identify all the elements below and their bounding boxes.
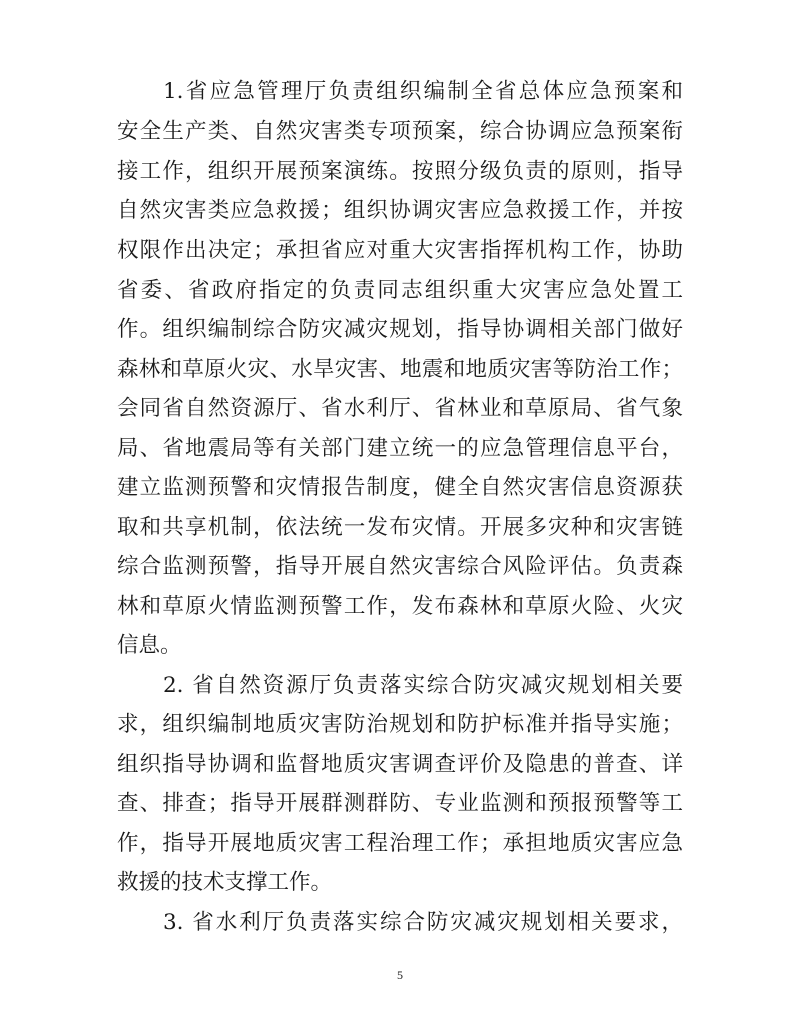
paragraph-1-line-15: 信息。 — [117, 633, 182, 658]
paragraph-1-line-12: 取和共享机制，依法统一发布灾情。开展多灾种和灾害链 — [117, 515, 683, 540]
paragraph-1-line-9: 会同省自然资源厅、省水利厅、省林业和草原局、省气象 — [117, 396, 683, 421]
paragraph-1-line-7: 作。组织编制综合防灾减灾规划，指导协调相关部门做好 — [117, 317, 683, 342]
paragraph-1-line-8: 森林和草原火灾、水旱灾害、地震和地质灾害等防治工作； — [117, 357, 683, 382]
paragraph-1-line-5: 权限作出决定；承担省应对重大灾害指挥机构工作，协助 — [117, 238, 683, 263]
paragraph-2-line-4: 查、排查；指导开展群测群防、专业监测和预报预警等工 — [117, 791, 683, 816]
paragraph-1-line-14: 林和草原火情监测预警工作，发布森林和草原火险、火灾 — [117, 594, 683, 619]
paragraph-3-line-1: 3. 省水利厅负责落实综合防灾减灾规划相关要求， — [163, 910, 683, 935]
paragraph-1-line-4: 自然灾害类应急救援；组织协调灾害应急救援工作，并按 — [117, 198, 683, 223]
page-number: 5 — [397, 968, 403, 982]
paragraph-1-line-6: 省委、省政府指定的负责同志组织重大灾害应急处置工 — [117, 278, 683, 303]
paragraph-1-line-1: 1.省应急管理厅负责组织编制全省总体应急预案和 — [163, 79, 683, 104]
paragraph-2-line-2: 求，组织编制地质灾害防治规划和防护标准并指导实施； — [117, 712, 683, 737]
paragraph-2-line-3: 组织指导协调和监督地质灾害调查评价及隐患的普查、详 — [117, 752, 683, 777]
paragraph-1-line-13: 综合监测预警，指导开展自然灾害综合风险评估。负责森 — [117, 554, 683, 579]
paragraph-2-line-1: 2. 省自然资源厅负责落实综合防灾减灾规划相关要 — [163, 673, 683, 698]
paragraph-1-line-3: 接工作，组织开展预案演练。按照分级负责的原则，指导 — [117, 159, 683, 184]
paragraph-2-line-6: 救援的技术支撑工作。 — [117, 870, 333, 895]
paragraph-2-line-5: 作，指导开展地质灾害工程治理工作；承担地质灾害应急 — [117, 831, 683, 856]
paragraph-1-line-11: 建立监测预警和灾情报告制度，健全自然灾害信息资源获 — [117, 475, 683, 500]
paragraph-1-line-2: 安全生产类、自然灾害类专项预案，综合协调应急预案衔 — [117, 119, 683, 144]
paragraph-1-line-10: 局、省地震局等有关部门建立统一的应急管理信息平台， — [117, 436, 683, 461]
